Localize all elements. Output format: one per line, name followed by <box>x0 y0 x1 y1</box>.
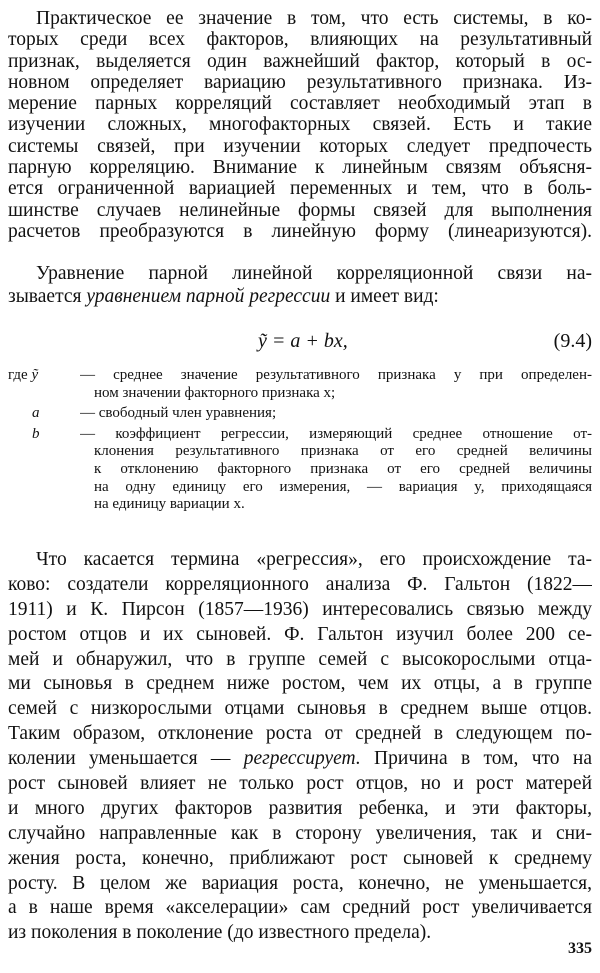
emphasis-term: уравнением парной регрессии <box>86 286 331 307</box>
text: зывается <box>8 286 87 307</box>
text-line: из поколения в поколение (до известного предела). <box>8 922 432 944</box>
symbol: ỹ <box>31 367 39 383</box>
symbol: a <box>32 405 40 422</box>
text: Причина в том, что на <box>360 748 592 770</box>
definitions-list <box>8 367 592 514</box>
text-line <box>8 285 592 308</box>
text-line: семей с низкорослыми отцами сыновья в среднем выше отцов. <box>8 698 592 720</box>
text-line <box>8 747 592 772</box>
text-line: парную корреляцию. Внимание к линейным связям объясня- <box>8 157 592 179</box>
definition-b <box>8 426 592 514</box>
text-line: ется ограниченной вариацией переменных и тем, что в боль- <box>8 178 592 200</box>
lead-word: где <box>8 367 28 383</box>
text: и имеет вид: <box>330 286 439 307</box>
text-line: шинстве случаев нелинейные формы связей для выполнения <box>8 199 592 221</box>
text-line: ми сыновья в среднем ниже ростом, чем их отцы, а в группе <box>8 673 592 695</box>
text-line: Практическое ее значение в том, что есть системы, в ко- <box>36 8 592 29</box>
text-line: клонения результативного признака от его средней величины <box>94 443 592 460</box>
text-line: мей и обнаружил, что в группе семей с высокорослыми отца- <box>8 648 592 670</box>
text-line: росту. В целом же вариация роста, конечно, не уменьшается, <box>8 872 592 894</box>
text-line: к отклонению факторного признака от его средней величины <box>94 460 592 477</box>
text-line: системы связей, при изучении которых следует предпочесть <box>8 135 592 157</box>
text-line: — среднее значение результативного признака y при определен- <box>80 367 592 383</box>
text: колении уменьшается — <box>8 748 244 770</box>
text-line: — коэффициент регрессии, измеряющий среднее отношение от- <box>80 425 592 442</box>
text-line: на одну единицу его измерения, — вариация y, приходящаяся <box>94 478 592 495</box>
page-number: 335 <box>568 940 592 957</box>
text-line: а в наше время «акселерации» сам средний рост увеличивается <box>8 897 592 919</box>
paragraph-2 <box>8 262 592 308</box>
text-line: случайно направленные как в сторону увеличения, так и сни- <box>8 822 592 844</box>
text-line: ково: создатели корреляционного анализа Ф. Гальтон (1822— <box>8 573 592 595</box>
text-line: — свободный член уравнения; <box>80 405 277 422</box>
text-line: жения роста, конечно, приближают рост сыновей к среднему <box>8 847 592 869</box>
text-line: 1911) и К. Пирсон (1857—1936) интересовались связью между <box>8 598 592 620</box>
text-line: изучении сложных, многофакторных связей. Есть и такие <box>8 114 592 136</box>
text-line: Таким образом, отклонение роста от средней в следующем по- <box>8 723 592 745</box>
text-line: мерение парных корреляций составляет необходимый этап в <box>8 93 592 115</box>
equation-number: (9.4) <box>553 330 592 352</box>
emphasis-term: регрессирует. <box>243 748 361 770</box>
text-line: новном определяет вариацию результативного признака. Из- <box>8 71 592 93</box>
definition-a <box>8 405 592 423</box>
text-line: торых среди всех факторов, влияющих на результативный <box>8 29 592 51</box>
definition-y <box>8 367 592 402</box>
text-line: рост сыновей влияет не только рост отцов, но и рост матерей <box>8 773 592 795</box>
symbol: b <box>32 425 40 442</box>
paragraph-1 <box>8 8 592 242</box>
text-line: Что касается термина «регрессия», его происхождение та- <box>36 549 592 570</box>
equation-formula: ỹ = a + bx, <box>258 330 348 352</box>
text-line: на единицу вариации x. <box>94 496 245 513</box>
paragraph-3 <box>8 548 592 946</box>
text-line: расчетов преобразуются в линейную форму (линеаризуются). <box>8 220 592 242</box>
text-line: ном значении факторного признака x; <box>94 384 336 401</box>
text-line: Уравнение парной линейной корреляционной связи на- <box>36 263 592 284</box>
text-line: и много других факторов развития ребенка, и эти факторы, <box>8 797 592 819</box>
text-line: ростом отцов и их сыновей. Ф. Гальтон изучил более 200 се- <box>8 623 592 645</box>
text-line: признак, выделяется один важнейший фактор, который в ос- <box>8 50 592 72</box>
